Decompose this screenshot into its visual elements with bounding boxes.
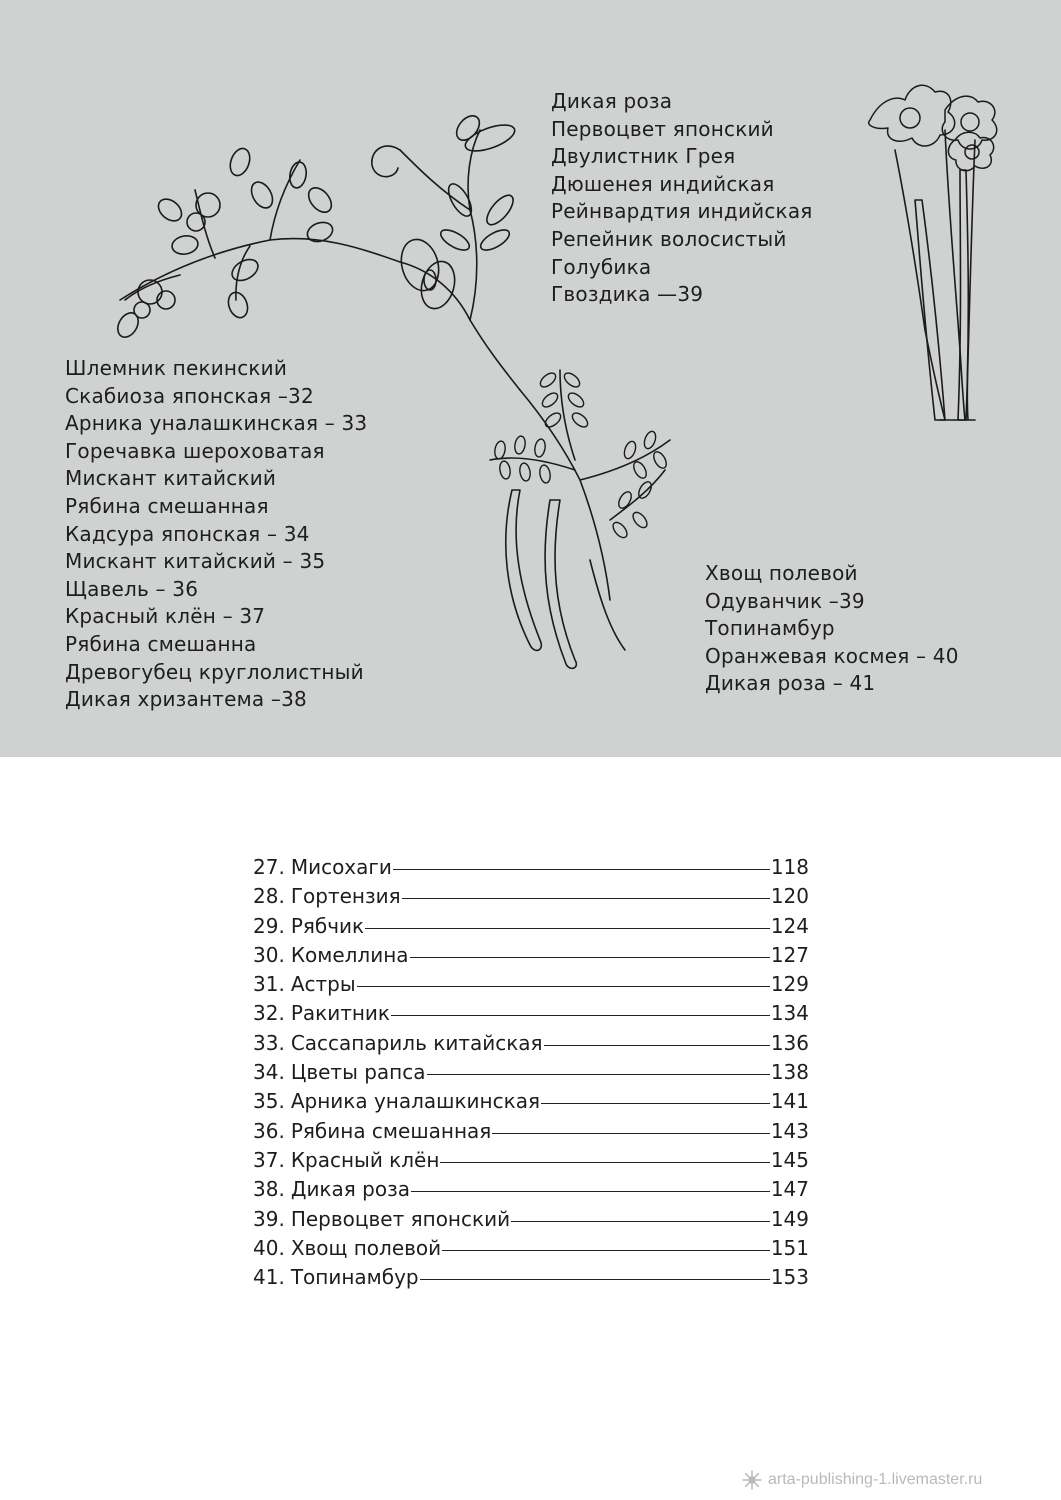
toc-entry-number: 32. — [253, 1001, 285, 1026]
acacia-drawing — [490, 370, 670, 668]
toc-entry-number: 29. — [253, 913, 285, 938]
plant-list-item: Репейник волосистый — [551, 226, 787, 251]
plant-list-item: Щавель – 36 — [65, 576, 199, 601]
plant-list-item: Кадсура японская – 34 — [65, 521, 310, 546]
toc-entry-title: Топинамбур — [290, 1265, 419, 1290]
toc-entry-page: 145 — [770, 1147, 809, 1172]
plant-list-item: Рябина смешанна — [65, 631, 257, 656]
toc-entry-number: 31. — [253, 972, 285, 997]
plant-list-item: Рейнвардтия индийская — [551, 199, 813, 224]
table-of-contents — [253, 853, 809, 1292]
plant-list-item: Одуванчик –39 — [705, 588, 865, 613]
toc-entry — [253, 1029, 809, 1058]
toc-entry — [253, 1058, 809, 1087]
plant-list-item: Мискант китайский — [65, 466, 277, 491]
plant-list-item: Дикая роза – 41 — [705, 671, 876, 696]
toc-entry — [253, 1117, 809, 1146]
toc-entry-page: 136 — [770, 1030, 809, 1055]
toc-entry — [253, 1146, 809, 1175]
toc-entry — [253, 970, 809, 999]
toc-entry — [253, 853, 809, 882]
plant-list-item: Голубика — [551, 254, 652, 279]
toc-entry-title: Рябина смешанная — [290, 1118, 492, 1143]
plant-list-item: Гвоздика —39 — [551, 282, 704, 307]
toc-entry-title: Рябчик — [290, 913, 365, 938]
toc-entry-title: Сассапариль китайская — [290, 1030, 543, 1055]
toc-entry-number: 30. — [253, 942, 285, 967]
toc-entry-page: 149 — [770, 1206, 809, 1231]
toc-entry — [253, 882, 809, 911]
toc-entry-page: 124 — [770, 913, 809, 938]
toc-entry-title: Комеллина — [290, 942, 409, 967]
toc-entry-page: 143 — [770, 1118, 809, 1143]
toc-leader-line — [541, 1103, 770, 1104]
plant-list-top-right — [551, 88, 813, 309]
toc-entry-number: 37. — [253, 1147, 285, 1172]
toc-entry-page: 129 — [770, 972, 809, 997]
plant-list-item: Первоцвет японский — [551, 116, 774, 141]
toc-leader-line — [442, 1250, 770, 1251]
toc-entry — [253, 1234, 809, 1263]
toc-entry-page: 134 — [770, 1001, 809, 1026]
plant-list-item: Дикая роза — [551, 89, 673, 113]
toc-entry — [253, 1175, 809, 1204]
plant-list-item: Дикая хризантема –38 — [65, 687, 307, 712]
toc-leader-line — [410, 957, 770, 958]
toc-entry — [253, 999, 809, 1028]
toc-entry-page: 153 — [770, 1265, 809, 1290]
plant-list-item: Красный клён – 37 — [65, 604, 266, 629]
toc-leader-line — [357, 986, 770, 987]
toc-entry-title: Гортензия — [290, 884, 401, 909]
toc-leader-line — [427, 1074, 770, 1075]
toc-leader-line — [411, 1191, 770, 1192]
toc-entry-number: 38. — [253, 1177, 285, 1202]
toc-entry-title: Цветы рапса — [290, 1060, 426, 1085]
toc-entry-title: Первоцвет японский — [290, 1206, 511, 1231]
toc-leader-line — [440, 1162, 769, 1163]
toc-leader-line — [511, 1221, 770, 1222]
toc-entry-title: Ракитник — [290, 1001, 391, 1026]
plant-list-item: Шлемник пекинский — [65, 356, 288, 380]
plant-list-item: Скабиоза японская –32 — [65, 383, 314, 408]
toc-leader-line — [544, 1045, 770, 1046]
toc-entry-number: 41. — [253, 1265, 285, 1290]
toc-entry-number: 33. — [253, 1030, 285, 1055]
toc-entry-number: 28. — [253, 884, 285, 909]
plant-list-item: Оранжевая космея – 40 — [705, 643, 959, 668]
toc-entry — [253, 941, 809, 970]
plant-list-item: Горечавка шероховатая — [65, 438, 325, 463]
toc-entry-page: 127 — [770, 942, 809, 967]
toc-leader-line — [391, 1015, 770, 1016]
narcissus-drawing — [869, 85, 997, 420]
toc-entry-title: Арника уналашкинская — [290, 1089, 540, 1114]
toc-leader-line — [402, 898, 770, 899]
toc-leader-line — [492, 1133, 770, 1134]
plant-list-left — [65, 355, 367, 714]
plant-list-item: Двулистник Грея — [551, 144, 736, 169]
toc-entry — [253, 1263, 809, 1292]
toc-entry-number: 40. — [253, 1235, 285, 1260]
toc-entry-title: Красный клён — [290, 1147, 440, 1172]
toc-entry-page: 151 — [770, 1235, 809, 1260]
plant-list-item: Древогубец круглолистный — [65, 659, 364, 684]
plant-list-item: Рябина смешанная — [65, 493, 269, 518]
toc-leader-line — [420, 1279, 770, 1280]
toc-entry-page: 120 — [770, 884, 809, 909]
plant-list-item: Топинамбур — [705, 616, 835, 641]
rose-branch-drawing — [114, 146, 400, 341]
toc-entry-page: 141 — [770, 1089, 809, 1114]
vine-drawing — [372, 111, 520, 390]
toc-leader-line — [393, 869, 770, 870]
toc-entry — [253, 1087, 809, 1116]
toc-entry-page: 138 — [770, 1060, 809, 1085]
toc-entry-title: Хвощ полевой — [290, 1235, 442, 1260]
toc-leader-line — [365, 928, 770, 929]
toc-entry-title: Астры — [290, 972, 356, 997]
toc-entry-number: 34. — [253, 1060, 285, 1085]
plant-list-item: Мискант китайский – 35 — [65, 549, 326, 574]
plant-list-item: Дюшенея индийская — [551, 171, 775, 196]
watermark-text: arta-publishing-1.livemaster.ru — [768, 1471, 983, 1488]
toc-entry-number: 36. — [253, 1118, 285, 1143]
plant-list-item: Хвощ полевой — [705, 561, 858, 585]
plant-list-item: Арника уналашкинская – 33 — [65, 411, 368, 436]
toc-entry-number: 39. — [253, 1206, 285, 1231]
snowflake-icon — [742, 1470, 762, 1490]
toc-entry-number: 35. — [253, 1089, 285, 1114]
toc-entry — [253, 912, 809, 941]
toc-entry — [253, 1205, 809, 1234]
toc-entry-page: 147 — [770, 1177, 809, 1202]
toc-entry-page: 118 — [770, 855, 809, 879]
toc-entry-title: Мисохаги — [290, 855, 392, 879]
plant-list-bottom-right — [705, 560, 959, 698]
toc-entry-title: Дикая роза — [290, 1177, 410, 1202]
toc-entry-number: 27. — [253, 855, 285, 879]
watermark — [742, 1470, 982, 1490]
